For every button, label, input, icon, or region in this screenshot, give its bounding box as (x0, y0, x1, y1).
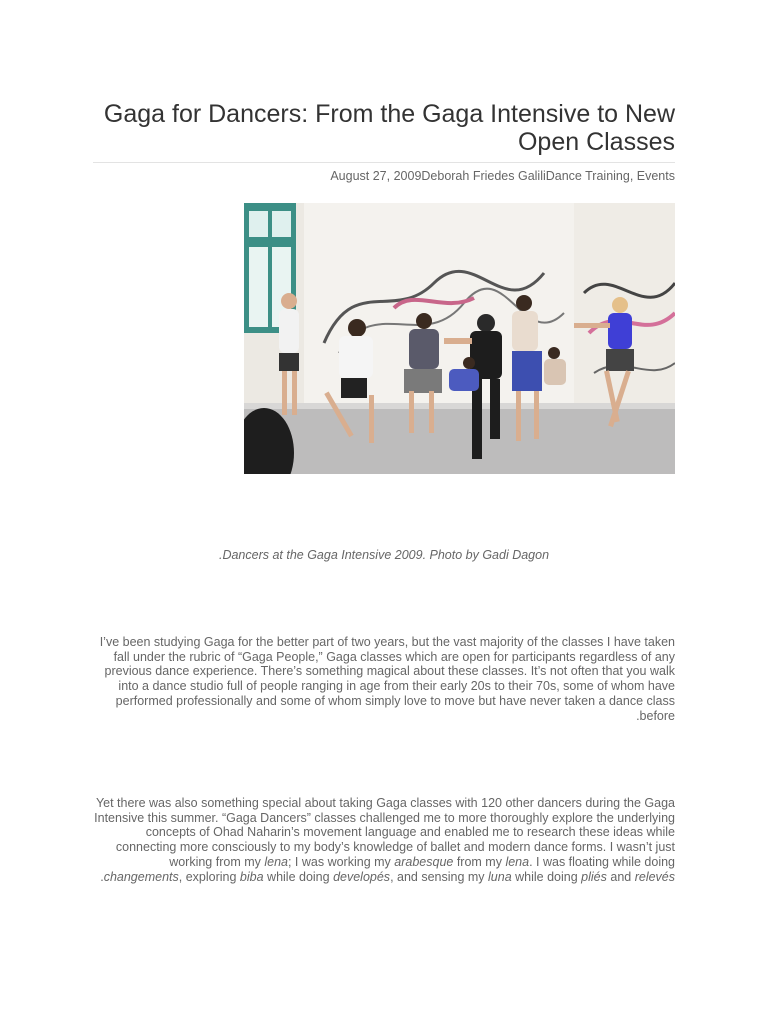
photo-caption: Dancers at the Gaga Intensive 2009. Photo by Gadi Dagon. (218, 548, 550, 562)
post-title[interactable]: Gaga for Dancers: From the Gaga Intensive to New Open Classes (103, 100, 675, 156)
emphasis: biba (239, 869, 264, 884)
post-date-link[interactable]: August 27, 2009 (330, 169, 422, 183)
emphasis: luna (488, 869, 512, 884)
text: while doing (511, 869, 582, 884)
post-categories-link[interactable]: Dance Training, Events (545, 169, 675, 183)
emphasis: lena (264, 854, 288, 869)
emphasis: changements (103, 869, 179, 884)
body-paragraph-2 (93, 796, 675, 884)
emphasis: arabesque (394, 854, 454, 869)
text: and (606, 869, 635, 884)
body-paragraph-1: I’ve been studying Gaga for the better part of two years, but the vast majority of the classes I have taken fall under the rubric of “Gaga People,” Gaga classes which are open for participants regardless of any previous dance experience. There’s something magical about these classes. It’s not often that you walk into a dance studio full of people ranging in age from their early 20s to their 70s, some of whom have performed professionally and some of whom simply love to move but have never taken a dance class before. (99, 635, 675, 723)
text: . (100, 869, 104, 884)
text: while doing (263, 869, 334, 884)
emphasis: relevés (634, 869, 675, 884)
text: Yet there was also something special about taking Gaga classes with 120 other dancers during the Gaga Intensive this summer. “Gaga Dancers” classes challenged me to more thoroughly explore the underlying concepts of Ohad Naharin’s movement language and enabled me to research these ideas while connecting more consciously to my body’s knowledge of ballet and modern dance forms. I wasn’t just working from my (94, 796, 675, 869)
text: , exploring (178, 869, 240, 884)
post-meta (93, 168, 675, 184)
text: ; I was working my (287, 854, 395, 869)
emphasis: lena (505, 854, 530, 869)
title-divider (93, 162, 675, 163)
post-author-link[interactable]: Deborah Friedes Galili (421, 169, 546, 183)
text: from my (453, 854, 506, 869)
text: , and sensing my (390, 869, 489, 884)
emphasis: pliés (581, 869, 607, 884)
text: . I was floating while doing (529, 854, 675, 869)
post-photo (244, 203, 675, 474)
emphasis: developés (333, 869, 391, 884)
